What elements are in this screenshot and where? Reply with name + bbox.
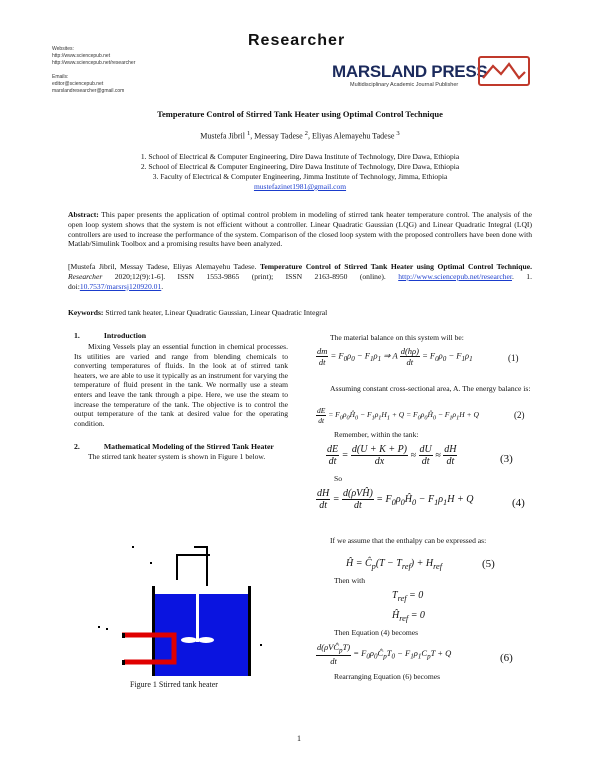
equation-1-number: (1) (508, 353, 519, 363)
affiliation-1: 1. School of Electrical & Computer Engineering, Dire Dawa Institute of Technology, Dire Dawa, Ethiopia (140, 152, 460, 161)
material-balance-text: The material balance on this system will be: (330, 333, 464, 342)
left-column (74, 331, 288, 462)
section-2-title: Mathematical Modeling of the Stirred Tank Heater (103, 442, 274, 452)
equation-5-number: (5) (482, 558, 495, 570)
equation-3: $\frac{dE}{dt}$ = $\frac{d(U + K + P)}{dx}$ ≈ $\frac{dU}{dt}$ ≈ $\frac{dH}{dt}$ (327, 444, 457, 467)
section-1-number: 1. (74, 331, 80, 340)
affiliation-3: 3. Faculty of Electrical & Computer Engineering, Jimma Institute of Technology, Jimma, Ethiopia (152, 172, 448, 181)
section-2-text: The stirred tank heater system is shown in Figure 1 below. (88, 452, 266, 462)
section-1-text: Mixing Vessels play an essential function in chemical processes. Its utilities are varied and range from blending chemicals to converting temperatures of fluids. In the look at of stirred tank heaters, we are able to use it typically as an instrument for varying the temperature of fluid present in the tank. We normally use a steam enters and leave the tank through a pipe. Here, we use the steam to increase the temperature of the tank. The objective is to control the output temperature of the tank at desired value for the operating condition. (74, 342, 288, 428)
page-number: 1 (297, 734, 301, 743)
rearranging-text: Rearranging Equation (6) becomes (334, 672, 441, 681)
citation-journal: Researcher (68, 271, 103, 281)
equation-4-number: (4) (512, 497, 525, 509)
equation-4: $\frac{dH}{dt}$ = $\frac{\text{d(ρVĤ)}}{dt}$ = $F_0\rho_0Ĥ_0 - F_1\rho_1H + Q$ (317, 488, 474, 511)
author-email-link[interactable]: mustefazinet1981@gmail.com (253, 182, 347, 191)
keywords (68, 308, 532, 318)
equation-6: $\frac{d(\rho VĈ_pT)}{dt}$ = $F_0\rho_0Ĉ_pT_0 - F_1\rho_1C_pT + Q$ (317, 642, 452, 666)
citation-title: Temperature Control of Stirred Tank Heater using Optimal Control Technique. (259, 262, 532, 271)
then-with-text: Then with (334, 576, 366, 585)
header-info-line: Emails: (52, 74, 69, 80)
equation-1: $\frac{dm}{dt}$ = $F_0\rho_0 - F_1\rho_1$ ⇒ A $\frac{d(h\rho)}{dt}$ = $F_0\rho_0 - F_1\rho_1$ (317, 346, 473, 367)
equation-6-number: (6) (500, 652, 513, 664)
equation-2: $\frac{dE}{dt}$ = $F_0\rho_0Ĥ_0 - F_1\rho_1H_1 + Q$ = $F_0\rho_0Ĥ_0 - F_1\rho_1H + Q$ (317, 406, 479, 425)
enthalpy-text: If we assume that the enthalpy can be expressed as: (330, 536, 487, 545)
citation-authors: [Mustefa Jibril, Messay Tadese, Eliyas Alemayehu Tadese. (68, 262, 257, 271)
abstract-label: Abstract: (68, 210, 99, 219)
citation-doi-link[interactable]: 10.7537/marsrsj120920.01 (79, 281, 162, 291)
figure-1-stirred-tank-diagram (92, 536, 272, 676)
section-2-number: 2. (74, 442, 80, 452)
equation-5: Ĥ = $Ĉ_p(T - T_{ref}) + H_{ref}$ (346, 558, 443, 571)
paper-authors: Mustefa Jibril $^1$, Messay Tadese $^2$, Eliyas Alemayehu Tadese $^3$ (200, 130, 400, 141)
publisher-tagline: Multidisciplinary Academic Journal Publisher (350, 82, 459, 88)
header-contact-block (52, 46, 182, 95)
header-info-line: Websites: (52, 46, 74, 52)
so-text: So (334, 474, 343, 483)
header-info-line[interactable]: http://www.sciencepub.net (52, 53, 111, 59)
publisher-name: MARSLAND PRESS (332, 62, 488, 81)
equation-2-number: (2) (514, 410, 525, 420)
keywords-text: Stirred tank heater, Linear Quadratic Gaussian, Linear Quadratic Integral (105, 308, 328, 317)
remember-text: Remember, within the tank: (334, 430, 419, 439)
section-1-title: Introduction (103, 331, 147, 340)
equation-tref: $T_{ref} = 0$ (392, 590, 424, 603)
citation-details: 2020;12(9):1-6]. ISSN 1553-9865 (print); ISSN 2163-8950 (online). (114, 271, 386, 281)
citation-doi-prefix: . 1. doi: (68, 271, 533, 291)
citation: [Mustefa Jibril, Messay Tadese, Eliyas Alemayehu Tadese. Temperature Control of Stirred Tank Heater using Optimal Control Technique. Researcher 2020;12(9):1-6]. ISSN 1553-9865 (print); ISSN 2163-8950 (online). http://www.sciencepub.net/researcher. 1. doi:10.7537/marsrsj120920.01. (68, 262, 533, 291)
energy-balance-text: Assuming constant cross-sectional area, A. The energy balance is: (330, 384, 531, 393)
affiliations (40, 152, 560, 192)
keywords-label: Keywords: (68, 308, 104, 317)
header-info-line[interactable]: http://www.sciencepub.net/researcher (52, 60, 136, 66)
equation-href: $Ĥ_{ref} = 0$ (392, 610, 425, 623)
abstract-text: This paper presents the application of optimal control problem in modeling of stirred tank heater temperature control. The analysis of the open loop system shows that the system is not efficient without a controller. Linear Quadratic Gaussian (LQG) and Linear Quadratic Integral (LQI) controllers are used to increase the performance of the system. Comparison of the closed loop system with the proposed controllers have been done with Matlab/Simulink Toolbox and a promising results have been analyzed. (68, 210, 532, 249)
journal-name: Researcher (248, 32, 346, 49)
publisher-logo-icon (478, 56, 530, 86)
paper-title: Temperature Control of Stirred Tank Heater using Optimal Control Technique (157, 109, 443, 119)
header-info-line[interactable]: editor@sciencepub.net (52, 81, 104, 87)
affiliation-2: 2. School of Electrical & Computer Engineering, Dire Dawa Institute of Technology, Dire Dawa, Ethiopia (140, 162, 460, 171)
figure-1-caption: Figure 1 Stirred tank heater (130, 680, 218, 689)
section-2-heading (74, 442, 288, 452)
equation-3-number: (3) (500, 453, 513, 465)
then-eq4-text: Then Equation (4) becomes (334, 628, 419, 637)
citation-url-link[interactable]: http://www.sciencepub.net/researcher (398, 271, 512, 281)
abstract (68, 210, 532, 249)
section-1-heading (74, 331, 288, 342)
header-info-line[interactable]: marslandresearcher@gmail.com (52, 88, 125, 94)
